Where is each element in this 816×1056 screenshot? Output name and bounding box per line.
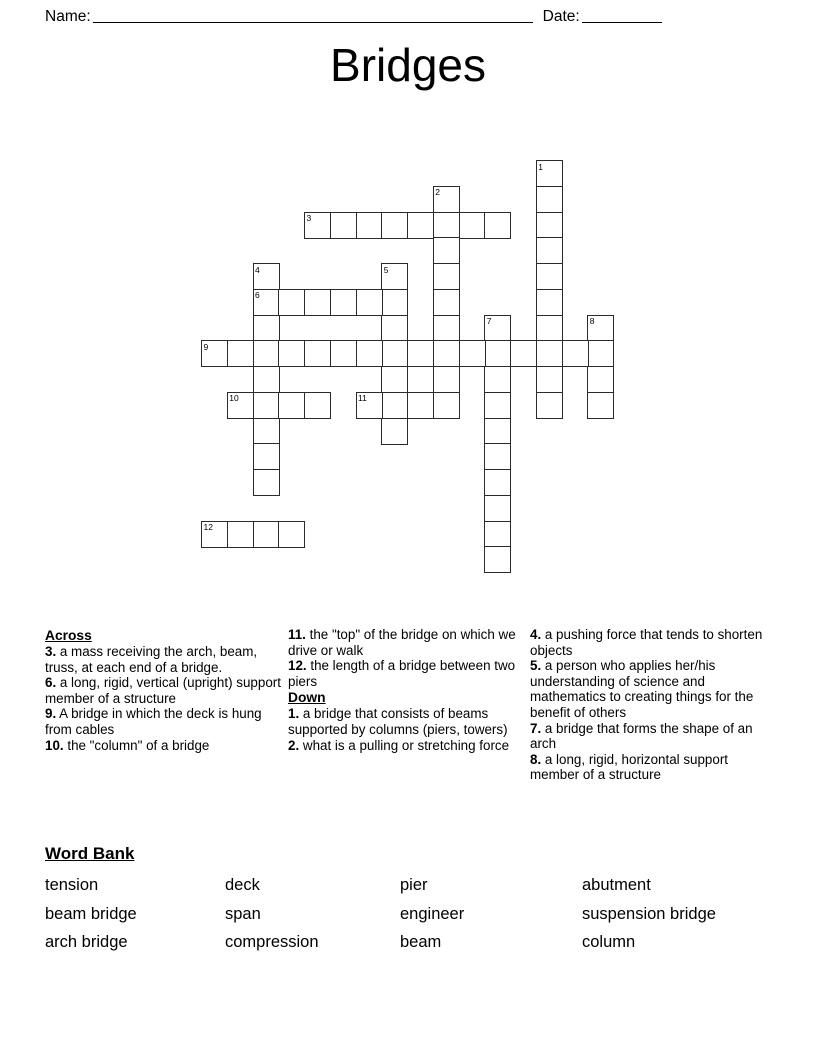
crossword-cell-number: 5: [383, 264, 389, 275]
crossword-cell[interactable]: [381, 418, 408, 445]
crossword-cell[interactable]: [253, 392, 280, 419]
clue-text: a bridge that consists of beams supported by columns (piers, towers): [288, 706, 508, 737]
crossword-cell[interactable]: [484, 521, 511, 548]
word-bank-section: [45, 843, 773, 954]
word-bank-item: abutment: [582, 876, 651, 894]
clue-number: 8.: [530, 751, 542, 767]
crossword-cell[interactable]: [253, 263, 280, 290]
crossword-cell[interactable]: [381, 366, 408, 393]
crossword-cell[interactable]: [253, 340, 280, 367]
crossword-cell[interactable]: [433, 340, 460, 367]
clue-number: 4.: [530, 627, 542, 642]
crossword-cell[interactable]: [484, 495, 511, 522]
crossword-cell[interactable]: [304, 212, 331, 239]
crossword-cell[interactable]: [356, 392, 383, 419]
word-bank-item: span: [225, 904, 261, 923]
clue-number: 3.: [45, 644, 57, 659]
clue-number: 10.: [45, 737, 64, 753]
crossword-cell[interactable]: [381, 289, 408, 316]
crossword-cell[interactable]: [433, 263, 460, 290]
crossword-cell[interactable]: [227, 340, 254, 367]
crossword-cell[interactable]: [381, 263, 408, 290]
clue-across-3: [45, 644, 281, 675]
crossword-cell[interactable]: [536, 186, 563, 213]
clue-text: the "column" of a bridge: [63, 737, 210, 753]
clue-across-6: [45, 675, 281, 706]
crossword-cell-number: 3: [306, 213, 312, 223]
crossword-cell[interactable]: [536, 392, 563, 419]
crossword-cell[interactable]: [407, 212, 434, 239]
word-bank-item: compression: [225, 933, 319, 951]
crossword-cell[interactable]: [381, 212, 408, 239]
clue-number: 9.: [45, 706, 57, 722]
crossword-cell[interactable]: [484, 418, 511, 445]
crossword-cell[interactable]: [201, 340, 228, 367]
clue-down-2: [288, 738, 520, 754]
crossword-cell-number: 9: [203, 341, 209, 352]
clue-text: a long, rigid, horizontal support member of a structure: [530, 751, 729, 783]
crossword-cell[interactable]: [278, 392, 305, 419]
clue-down-5: [530, 658, 773, 720]
crossword-cell[interactable]: [433, 392, 460, 419]
crossword-cell[interactable]: [484, 366, 511, 393]
clue-down-1: [288, 706, 520, 737]
crossword-cell-number: 12: [203, 522, 213, 532]
crossword-cell[interactable]: [381, 315, 408, 342]
crossword-cell[interactable]: [381, 340, 408, 367]
clue-down-7: [530, 721, 773, 752]
crossword-cell[interactable]: [536, 237, 563, 264]
crossword-cell[interactable]: [304, 340, 331, 367]
word-bank-item: column: [582, 933, 636, 951]
crossword-cell[interactable]: [536, 212, 563, 239]
crossword-cell[interactable]: [536, 366, 563, 393]
crossword-cell[interactable]: [433, 237, 460, 264]
crossword-cell[interactable]: [253, 521, 280, 548]
crossword-cell[interactable]: [253, 366, 280, 393]
down-heading: Down: [288, 690, 326, 706]
crossword-cell[interactable]: [459, 212, 486, 239]
crossword-cell[interactable]: [484, 212, 511, 239]
crossword-cell[interactable]: [201, 521, 228, 548]
word-bank-item: engineer: [400, 904, 465, 923]
crossword-cell[interactable]: [253, 289, 280, 316]
clue-across-10: [45, 738, 281, 754]
clue-text: the "top" of the bridge on which we drive or walk: [288, 627, 516, 658]
clue-text: the length of a bridge between two piers: [288, 658, 516, 689]
crossword-cell[interactable]: [587, 392, 614, 419]
crossword-cell[interactable]: [433, 315, 460, 342]
crossword-cell[interactable]: [304, 392, 331, 419]
clue-number: 12.: [288, 658, 307, 674]
clue-across-11: [288, 627, 520, 658]
crossword-cell[interactable]: [484, 443, 511, 470]
word-bank-item: suspension bridge: [582, 904, 716, 923]
clue-number: 5.: [530, 658, 542, 674]
crossword-cell[interactable]: [459, 340, 486, 367]
crossword-cell[interactable]: [562, 340, 589, 367]
crossword-cell[interactable]: [330, 340, 357, 367]
crossword-cell[interactable]: [381, 392, 408, 419]
clue-across-9: [45, 706, 281, 737]
clues-column-1: [45, 627, 281, 753]
crossword-cell[interactable]: [587, 366, 614, 393]
crossword-cell[interactable]: [356, 289, 383, 316]
crossword-cell[interactable]: [536, 340, 563, 367]
crossword-cell[interactable]: [433, 186, 460, 213]
clues-section: [45, 627, 773, 827]
crossword-cell[interactable]: [484, 315, 511, 342]
crossword-cell[interactable]: [484, 340, 511, 367]
crossword-cell[interactable]: [330, 212, 357, 239]
crossword-cell[interactable]: [278, 340, 305, 367]
crossword-cell[interactable]: [356, 340, 383, 367]
clue-number: 6.: [45, 675, 57, 691]
crossword-cell[interactable]: [253, 469, 280, 496]
crossword-cell[interactable]: [510, 340, 537, 367]
clue-number: 11.: [288, 627, 306, 642]
clue-down-8: [530, 752, 773, 783]
crossword-cell[interactable]: [587, 340, 614, 367]
word-bank-title: Word Bank: [45, 844, 135, 863]
crossword-cell[interactable]: [484, 392, 511, 419]
crossword-cell-number: 11: [358, 393, 367, 404]
crossword-cell-number: 4: [255, 264, 260, 275]
crossword-cell[interactable]: [356, 212, 383, 239]
clue-text: a pushing force that tends to shorten objects: [530, 627, 763, 658]
crossword-cell[interactable]: [433, 289, 460, 316]
crossword-cell-number: 1: [538, 161, 543, 172]
crossword-cell-number: 7: [486, 316, 492, 326]
crossword-cell[interactable]: [330, 289, 357, 316]
across-heading: Across: [45, 628, 92, 643]
word-bank-item: beam: [400, 933, 442, 951]
clue-across-12: [288, 658, 520, 689]
name-label: Name:: [45, 8, 91, 25]
crossword-cell[interactable]: [253, 315, 280, 342]
crossword-cell[interactable]: [253, 443, 280, 470]
crossword-cell[interactable]: [407, 392, 434, 419]
crossword-cell-number: 10: [229, 393, 239, 404]
word-bank-item: arch bridge: [45, 933, 128, 951]
page-title: Bridges: [330, 39, 486, 91]
crossword-cell[interactable]: [536, 263, 563, 290]
crossword-cell[interactable]: [304, 289, 331, 316]
crossword-cell[interactable]: [484, 546, 511, 573]
clue-number: 1.: [288, 706, 300, 722]
crossword-cell[interactable]: [536, 289, 563, 316]
crossword-cell[interactable]: [536, 160, 563, 187]
crossword-cell[interactable]: [433, 212, 460, 239]
clues-column-2: [288, 627, 520, 753]
clue-text: what is a pulling or stretching force: [299, 737, 510, 753]
crossword-cell[interactable]: [227, 392, 254, 419]
crossword-cell[interactable]: [536, 315, 563, 342]
crossword-cell[interactable]: [433, 366, 460, 393]
clue-number: 2.: [288, 737, 300, 753]
crossword-cell[interactable]: [227, 521, 254, 548]
crossword-cell[interactable]: [484, 469, 511, 496]
crossword-cell[interactable]: [587, 315, 614, 342]
word-bank-item: tension: [45, 876, 99, 894]
clue-down-4: [530, 627, 773, 658]
date-label: Date:: [542, 8, 580, 25]
word-bank-item: pier: [400, 876, 428, 894]
crossword-cell-number: 8: [589, 316, 595, 326]
clue-text: A bridge in which the deck is hung from cables: [45, 706, 262, 737]
crossword-cell-number: 6: [255, 290, 260, 301]
clues-column-3: [530, 627, 773, 783]
word-bank-item: beam bridge: [45, 904, 137, 923]
crossword-cell-number: 2: [435, 187, 440, 198]
clue-number: 7.: [530, 720, 542, 736]
clue-text: a long, rigid, vertical (upright) support member of a structure: [45, 675, 281, 706]
crossword-cell[interactable]: [278, 521, 305, 548]
crossword-cell[interactable]: [278, 289, 305, 316]
word-bank-list: [45, 874, 773, 954]
crossword-cell[interactable]: [407, 340, 434, 367]
crossword-cell[interactable]: [253, 418, 280, 445]
clue-text: a bridge that forms the shape of an arch: [530, 720, 753, 752]
clue-text: a person who applies her/his understanding of science and mathematics to creating things for the benefit of others: [530, 658, 754, 720]
word-bank-item: deck: [225, 876, 260, 894]
clue-text: a mass receiving the arch, beam, truss, at each end of a bridge.: [45, 644, 258, 675]
